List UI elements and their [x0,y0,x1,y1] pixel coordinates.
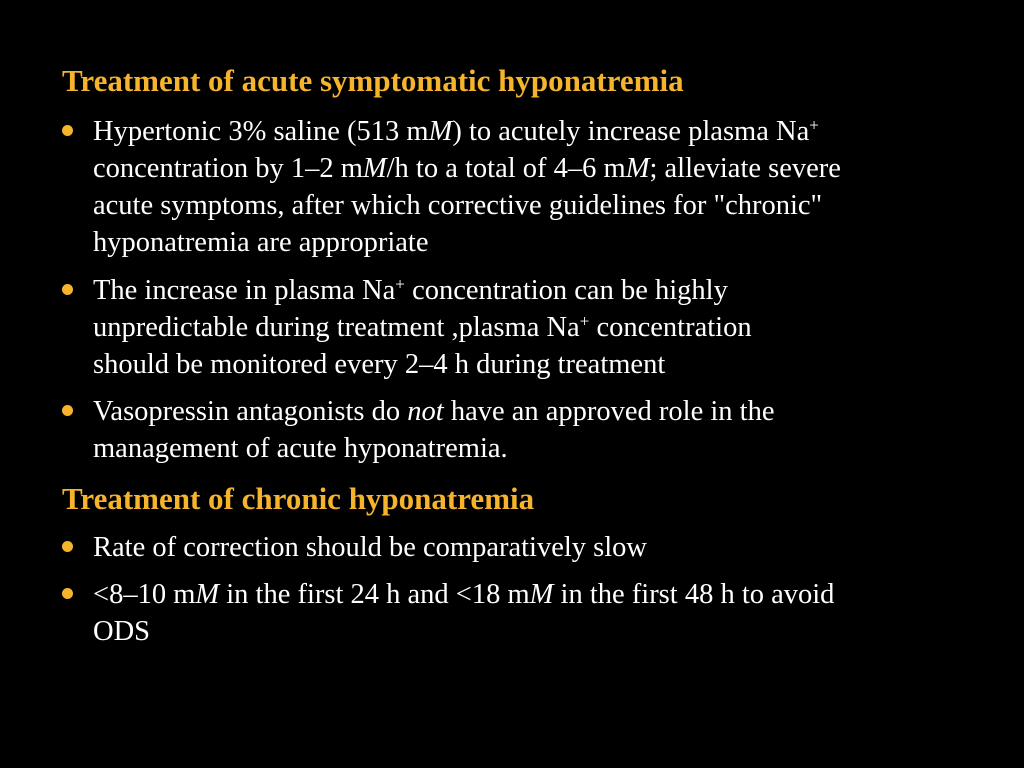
bullet-dot-icon [62,284,73,295]
bullet-line: <8–10 mM in the first 24 h and <18 mM in the first 48 h to avoid [93,579,835,610]
bullet-rate-of-correction [93,529,973,566]
bullet-line: management of acute hyponatremia. [93,433,508,464]
bullet-line: unpredictable during treatment ,plasma Na+ concentration [93,311,752,343]
bullet-line: concentration by 1–2 mM/h to a total of 4–6 mM; alleviate severe [93,153,841,184]
bullet-dot-icon [62,405,73,416]
bullet-correction-limits [93,576,973,650]
heading-chronic: Treatment of chronic hyponatremia [62,481,535,516]
bullet-line: Hypertonic 3% saline (513 mM) to acutely increase plasma Na+ [93,115,819,147]
bullet-plasma-increase [93,272,973,383]
bullet-line: ODS [93,616,151,647]
bullet-dot-icon [62,541,73,552]
bullet-dot-icon [62,125,73,136]
bullet-dot-icon [62,588,73,599]
heading-acute: Treatment of acute symptomatic hyponatremia [62,63,684,98]
bullet-vasopressin [93,393,973,467]
bullet-line: should be monitored every 2–4 h during treatment [93,349,666,380]
bullet-hypertonic-saline [93,113,973,261]
bullet-line: Vasopressin antagonists do not have an approved role in the [93,396,775,427]
bullet-line: Rate of correction should be comparatively slow [93,532,647,563]
bullet-line: The increase in plasma Na+ concentration can be highly [93,274,728,306]
bullet-line: hyponatremia are appropriate [93,227,429,258]
bullet-line: acute symptoms, after which corrective guidelines for "chronic" [93,190,823,221]
